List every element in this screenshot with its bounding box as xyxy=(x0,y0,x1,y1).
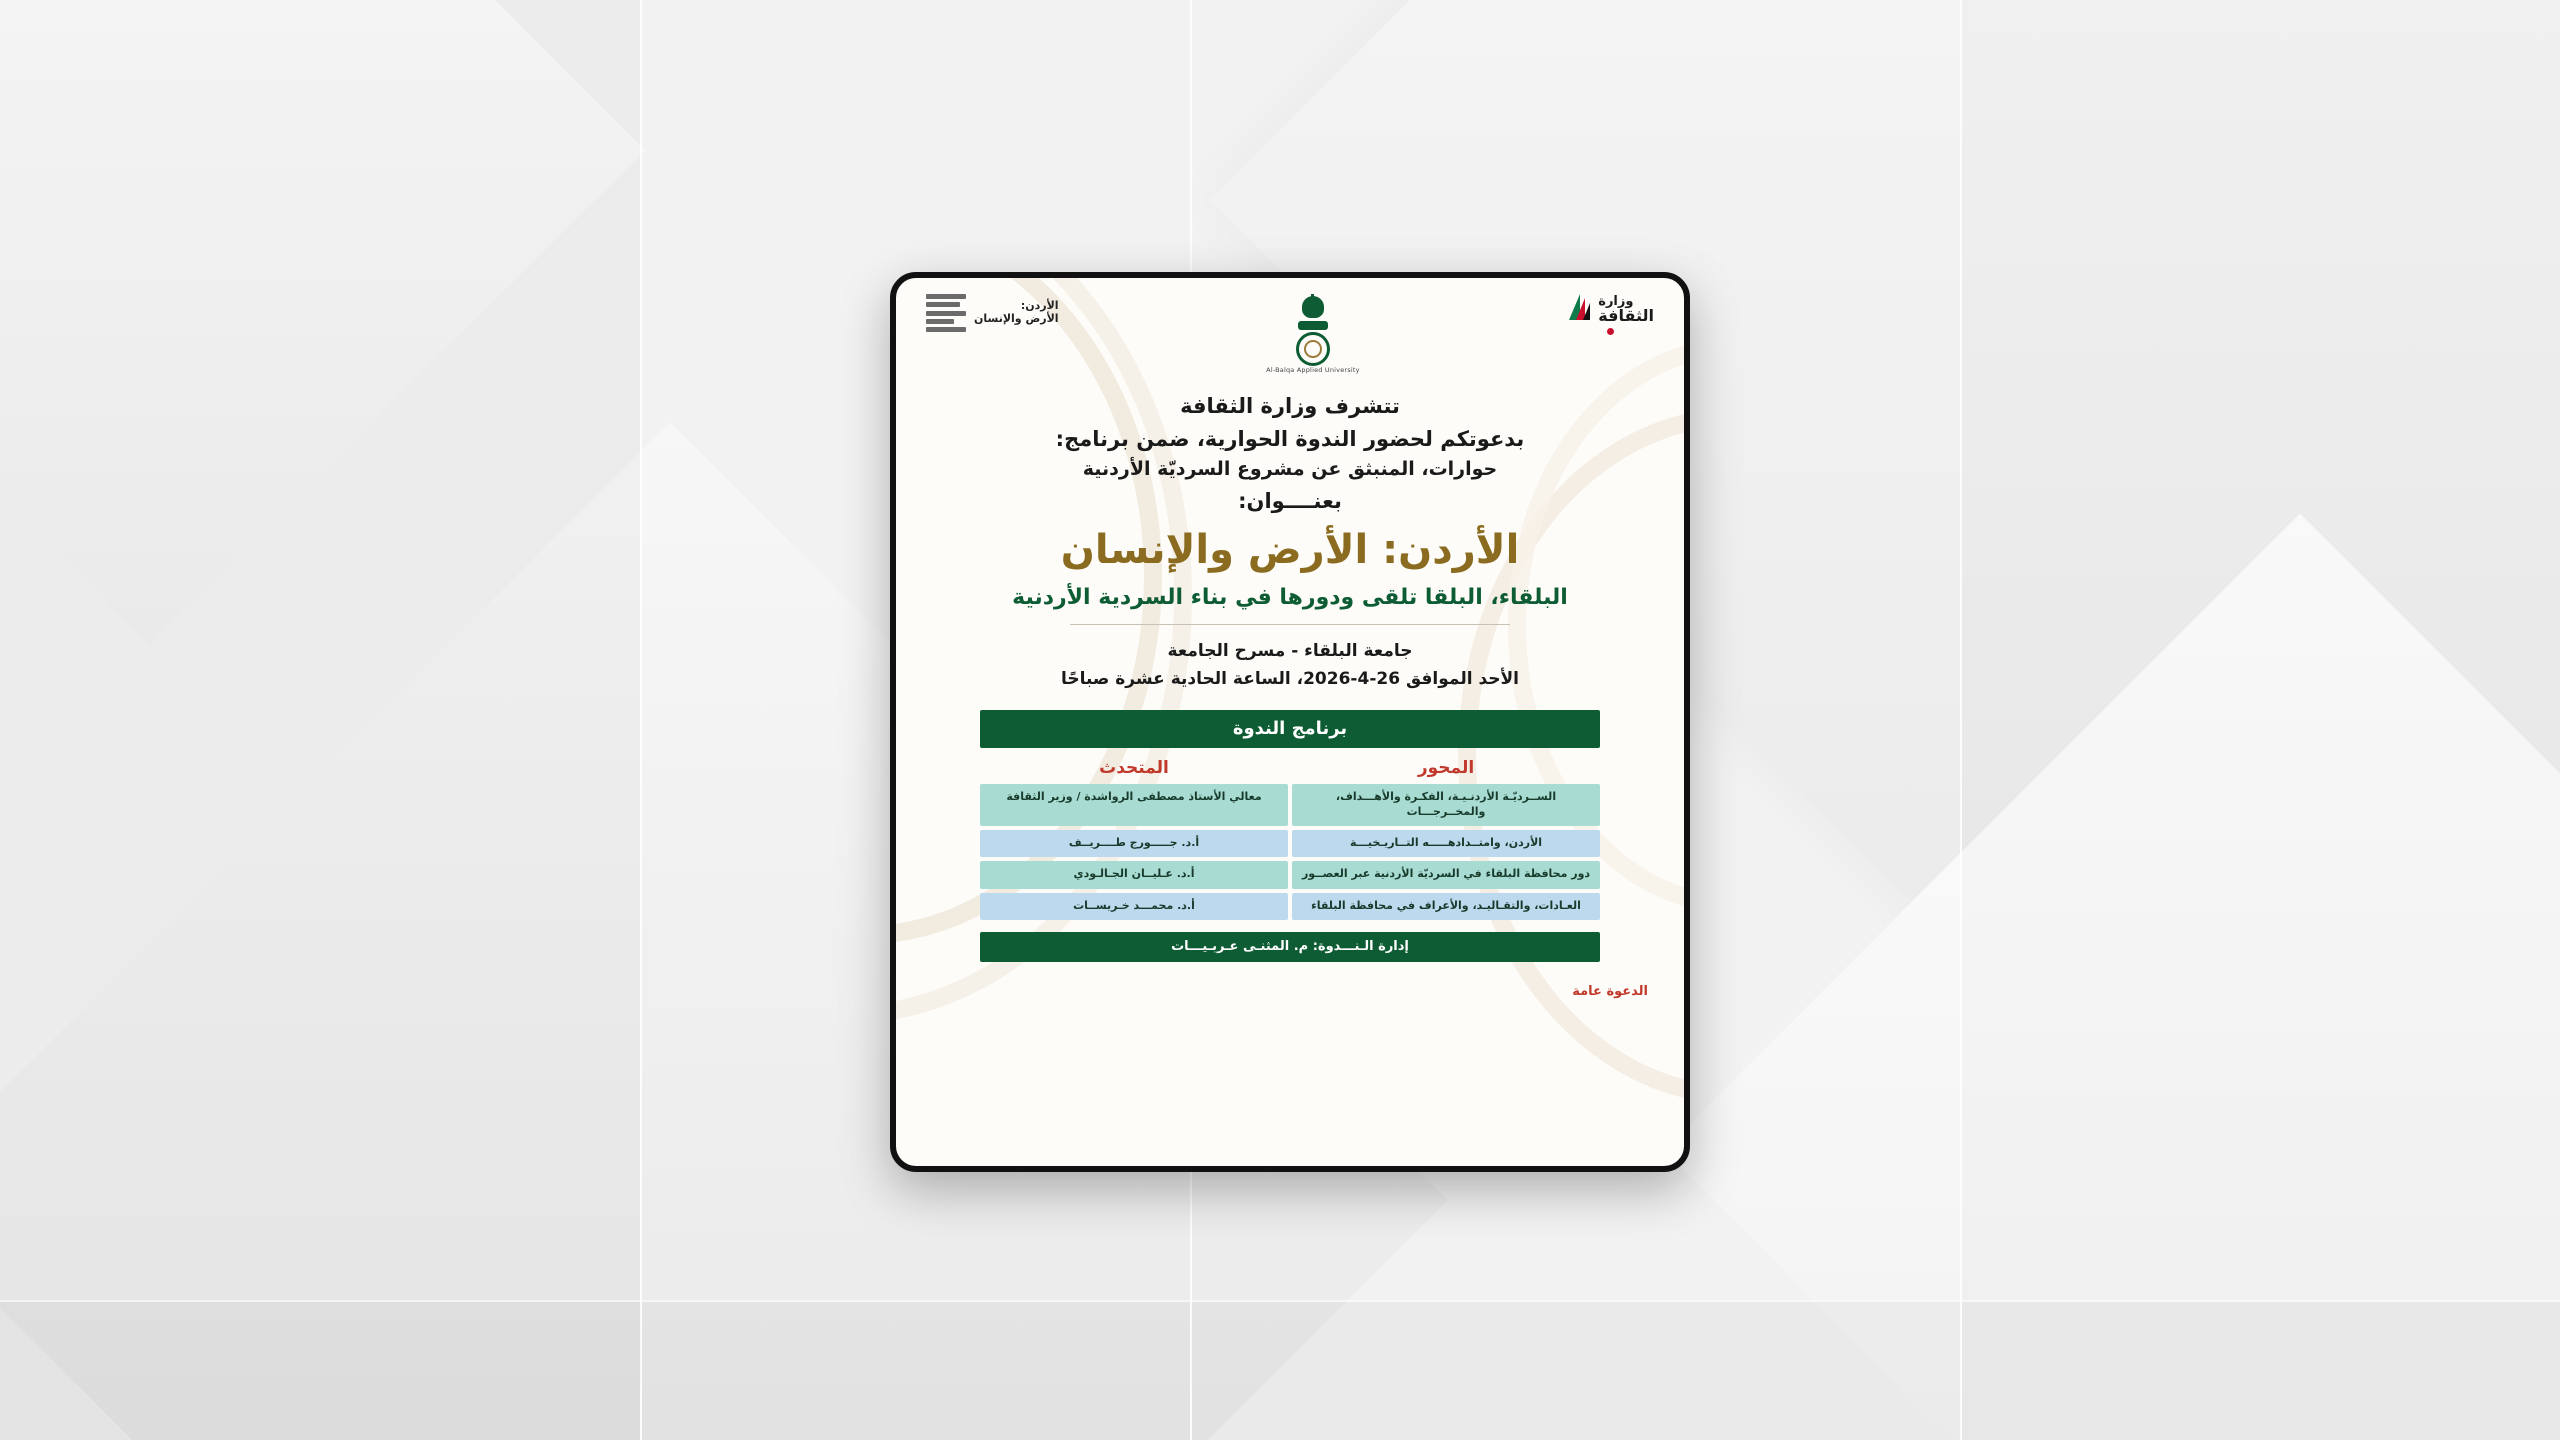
university-logo xyxy=(1266,294,1359,374)
table-cell-speaker: أ.د. جـــــورج طــــريــف xyxy=(980,830,1288,857)
bg-shade-left xyxy=(0,0,640,1440)
ministry-logo-line2: الثقافة xyxy=(1598,305,1654,325)
intro-line-1: تتشرف وزارة الثقافة xyxy=(1180,394,1400,418)
table-header-speaker: المتحدث xyxy=(1099,758,1169,779)
table-cell-topic: الســرديّـة الأردنـيـة، الفكـرة والأهـــداف، والمخــرجـــات xyxy=(1292,784,1600,826)
table-cell-speaker: أ.د. عـليــان الجـالـودي xyxy=(980,861,1288,888)
program-table xyxy=(980,758,1600,919)
table-cell-speaker: أ.د. محمـــد خـريســات xyxy=(980,893,1288,920)
public-invitation-note: الدعوة عامة xyxy=(1572,983,1648,999)
ministry-logo-line1: وزارة xyxy=(1598,293,1634,309)
bg-shade-bottom xyxy=(0,1300,2560,1440)
table-header-row xyxy=(980,758,1600,778)
table-row xyxy=(980,861,1600,888)
poster-title: الأردن: الأرض والإنسان xyxy=(1060,526,1520,573)
event-poster xyxy=(890,272,1690,1172)
program-logo xyxy=(926,294,1059,332)
intro-line-4: بعنــــوان: xyxy=(1238,488,1342,513)
program-header-bar: برنامج الندوة xyxy=(980,710,1600,748)
bg-stripe-h1 xyxy=(0,1300,2560,1302)
table-cell-topic: العـادات، والتقـاليـد، والأعراف في محافظة البلقاء xyxy=(1292,893,1600,920)
event-datetime: الأحد الموافق 26-4-2026، الساعة الحادية عشرة صباحًا xyxy=(1060,669,1520,690)
table-header-topic: المحور xyxy=(1417,758,1475,779)
invitation-intro xyxy=(896,390,1684,513)
ministry-logo-dot-icon xyxy=(1607,328,1614,335)
bg-stripe-v1 xyxy=(640,0,642,1440)
bg-stripe-v3 xyxy=(1960,0,1962,1440)
hashemite-crown-icon xyxy=(1296,294,1330,332)
bg-shade-right xyxy=(1960,0,2560,1440)
table-cell-topic: الأردن، وامتــدادهـــــه التــاريـخيـــة xyxy=(1292,830,1600,857)
poster-logo-row xyxy=(896,278,1684,374)
moderator-bar: إدارة الـنـــدوة: م. المثنـى عـربـيـــات xyxy=(980,932,1600,962)
ministry-of-culture-logo xyxy=(1567,294,1654,335)
intro-line-2: بدعوتكم لحضور الندوة الحوارية، ضمن برنامج: xyxy=(1055,426,1525,451)
intro-line-3: حوارات، المنبثق عن مشروع السرديّة الأردنية xyxy=(1082,458,1498,481)
table-row xyxy=(980,830,1600,857)
university-seal-caption: Al-Balqa Applied University xyxy=(1266,366,1360,374)
divider xyxy=(1070,624,1510,625)
university-seal-icon xyxy=(1276,334,1350,364)
poster-subtitle: البلقاء، البلقا تلقى ودورها في بناء السردية الأردنية xyxy=(1012,584,1568,610)
table-cell-topic: دور محافظة البلقاء في السرديّة الأردنية عبر العصــور xyxy=(1292,861,1600,888)
program-logo-line1: الأردن: xyxy=(1020,299,1059,313)
table-cell-speaker: معالي الأستاذ مصطفى الرواشدة / وزير الثقافة xyxy=(980,784,1288,826)
event-venue: جامعة البلقاء - مسرح الجامعة xyxy=(1167,640,1413,661)
jordan-narrative-logo-icon xyxy=(926,294,966,332)
program-logo-line2: الأرض والإنسان xyxy=(974,312,1059,325)
ministry-flag-icon xyxy=(1567,294,1593,324)
table-row xyxy=(980,784,1600,826)
table-row xyxy=(980,893,1600,920)
